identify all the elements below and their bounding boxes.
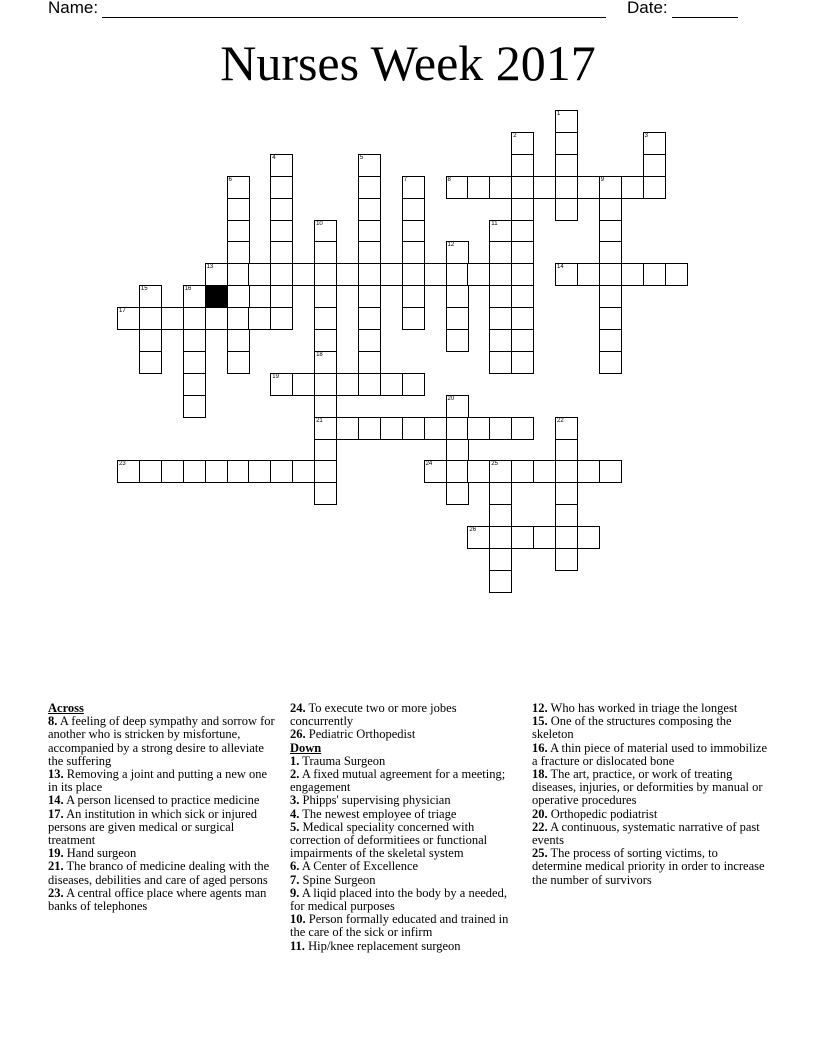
grid-cell[interactable] bbox=[489, 570, 512, 593]
clue-text: The art, practice, or work of treating diseases, injuries, or deformities by manual or operative procedures bbox=[532, 767, 763, 808]
grid-cell[interactable] bbox=[183, 373, 206, 396]
grid-cell[interactable] bbox=[314, 439, 337, 462]
clue-number-label: 7. bbox=[290, 872, 300, 887]
date-label: Date: bbox=[627, 0, 668, 17]
grid-cell[interactable] bbox=[467, 176, 490, 199]
grid-cell[interactable] bbox=[314, 417, 337, 440]
grid-cell[interactable] bbox=[227, 176, 250, 199]
grid-cell[interactable] bbox=[446, 395, 469, 418]
grid-cell[interactable] bbox=[511, 526, 534, 549]
grid-cell[interactable] bbox=[270, 198, 293, 221]
grid-cell[interactable] bbox=[270, 241, 293, 264]
grid-cell[interactable] bbox=[424, 460, 447, 483]
grid-cell[interactable] bbox=[467, 526, 490, 549]
clue-number-label: 12. bbox=[532, 701, 548, 715]
down-heading: Down bbox=[290, 740, 322, 755]
clue-number-label: 16. bbox=[532, 740, 548, 755]
clue-number-label: 2. bbox=[290, 767, 300, 782]
grid-cell[interactable] bbox=[139, 285, 162, 308]
grid-cell[interactable] bbox=[489, 241, 512, 264]
clue-number-label: 8. bbox=[48, 714, 58, 729]
clue-number: 5 bbox=[359, 154, 364, 161]
grid-cell[interactable] bbox=[314, 482, 337, 505]
grid-cell[interactable] bbox=[270, 307, 293, 330]
grid-cell[interactable] bbox=[599, 241, 622, 264]
grid-cell[interactable] bbox=[183, 307, 206, 330]
grid-cell[interactable] bbox=[467, 460, 490, 483]
grid-cell[interactable] bbox=[643, 154, 666, 177]
grid-cell[interactable] bbox=[511, 154, 534, 177]
clue-number: 18 bbox=[316, 351, 323, 358]
grid-cell[interactable] bbox=[402, 307, 425, 330]
grid-cell[interactable] bbox=[511, 285, 534, 308]
grid-cell[interactable] bbox=[555, 110, 578, 133]
grid-cell[interactable] bbox=[555, 198, 578, 221]
clue-number-label: 6. bbox=[290, 859, 300, 874]
clue-text: Person formally educated and trained in the care of the sick or infirm bbox=[290, 912, 509, 940]
grid-cell[interactable] bbox=[314, 220, 337, 243]
clue-number-label: 20. bbox=[532, 806, 548, 821]
grid-cell[interactable] bbox=[555, 417, 578, 440]
grid-cell[interactable] bbox=[314, 329, 337, 352]
clue-number-label: 3. bbox=[290, 793, 300, 808]
grid-cell[interactable] bbox=[358, 329, 381, 352]
grid-cell[interactable] bbox=[489, 526, 512, 549]
grid-cell[interactable] bbox=[227, 241, 250, 264]
grid-cell[interactable] bbox=[402, 198, 425, 221]
grid-cell[interactable] bbox=[336, 417, 359, 440]
grid-cell[interactable] bbox=[183, 329, 206, 352]
clue-text: A continuous, systematic narrative of past events bbox=[532, 819, 760, 848]
clue-number-label: 10. bbox=[290, 912, 306, 927]
clue-number: 15 bbox=[140, 286, 148, 293]
grid-cell[interactable] bbox=[555, 482, 578, 505]
clue-number: 25 bbox=[491, 461, 498, 468]
grid-cell[interactable] bbox=[599, 460, 622, 483]
grid-cell[interactable] bbox=[358, 351, 381, 374]
grid-cell[interactable] bbox=[227, 263, 250, 286]
clue-text: A feeling of deep sympathy and sorrow for another who is stricken by misfortune, accompanied by a strong desire to alleviate the suffering bbox=[48, 714, 275, 768]
clue-text: A Center of Excellence bbox=[301, 859, 419, 874]
clue-number-label: 14. bbox=[48, 793, 64, 808]
grid-cell[interactable] bbox=[424, 417, 447, 440]
clue-text: A fixed mutual agreement for a meeting; engagement bbox=[290, 767, 506, 795]
grid-cell[interactable] bbox=[183, 351, 206, 374]
grid-cell[interactable] bbox=[446, 417, 469, 440]
clues-column-2 bbox=[290, 702, 520, 953]
grid-cell[interactable] bbox=[489, 417, 512, 440]
clue-item bbox=[532, 821, 768, 847]
grid-cell[interactable] bbox=[643, 176, 666, 199]
clue-number: 23 bbox=[119, 461, 126, 468]
clue-text: Orthopedic podiatrist bbox=[550, 806, 658, 821]
clue-number-label: 23. bbox=[48, 885, 64, 900]
grid-cell[interactable] bbox=[270, 176, 293, 199]
grid-cell[interactable] bbox=[665, 263, 688, 286]
clue-number-label: 21. bbox=[48, 859, 64, 874]
clue-number: 2 bbox=[513, 132, 517, 139]
grid-cell[interactable] bbox=[489, 285, 512, 308]
grid-cell[interactable] bbox=[555, 176, 578, 199]
grid-cell[interactable] bbox=[358, 241, 381, 264]
grid-cell[interactable] bbox=[511, 241, 534, 264]
clue-number: 6 bbox=[228, 176, 232, 183]
grid-cell[interactable] bbox=[489, 351, 512, 374]
grid-cell[interactable] bbox=[139, 307, 162, 330]
clue-text: The newest employee of triage bbox=[302, 806, 457, 821]
grid-cell[interactable] bbox=[227, 198, 250, 221]
clue-item bbox=[532, 715, 768, 741]
clue-number-label: 5. bbox=[290, 819, 300, 834]
grid-cell[interactable] bbox=[446, 241, 469, 264]
clue-item bbox=[290, 821, 520, 861]
grid-cell[interactable] bbox=[533, 460, 556, 483]
grid-cell[interactable] bbox=[446, 263, 469, 286]
grid-cell[interactable] bbox=[380, 263, 403, 286]
grid-cell[interactable] bbox=[577, 176, 600, 199]
clue-text: Spine Surgeon bbox=[302, 872, 376, 887]
grid-cell[interactable] bbox=[117, 460, 140, 483]
grid-cell[interactable] bbox=[314, 395, 337, 418]
grid-cell[interactable] bbox=[577, 526, 600, 549]
clue-number-label: 4. bbox=[290, 806, 300, 821]
grid-cell[interactable] bbox=[292, 373, 315, 396]
clue-number: 19 bbox=[272, 373, 279, 380]
clue-number-label: 22. bbox=[532, 819, 548, 834]
clue-number: 11 bbox=[491, 220, 498, 227]
grid-cell[interactable] bbox=[511, 329, 534, 352]
grid-cell[interactable] bbox=[577, 263, 600, 286]
grid-cell[interactable] bbox=[489, 307, 512, 330]
grid-cell[interactable] bbox=[227, 329, 250, 352]
grid-cell[interactable] bbox=[314, 285, 337, 308]
grid-cell[interactable] bbox=[511, 460, 534, 483]
clue-number: 16 bbox=[184, 286, 192, 293]
grid-cell[interactable] bbox=[336, 373, 359, 396]
clue-number: 4 bbox=[272, 154, 276, 161]
grid-cell[interactable] bbox=[533, 526, 556, 549]
clue-text: One of the structures composing the skeleton bbox=[532, 714, 732, 742]
grid-cell[interactable] bbox=[292, 460, 315, 483]
grid-cell[interactable] bbox=[599, 198, 622, 221]
grid-cell[interactable] bbox=[358, 198, 381, 221]
grid-cell[interactable] bbox=[205, 263, 228, 286]
clue-text: Medical speciality concerned with correction of deformitiees or functional impairments of the skeletal system bbox=[290, 819, 488, 861]
clue-number-label: 24. bbox=[290, 701, 306, 715]
grid-cell[interactable] bbox=[270, 220, 293, 243]
grid-cell[interactable] bbox=[358, 373, 381, 396]
grid-cell[interactable] bbox=[139, 351, 162, 374]
grid-cell[interactable] bbox=[139, 460, 162, 483]
grid-cell[interactable] bbox=[183, 285, 206, 308]
clue-text: Hand surgeon bbox=[66, 846, 137, 861]
clue-number-label: 19. bbox=[48, 846, 64, 861]
grid-cell[interactable] bbox=[489, 176, 512, 199]
grid-cell[interactable] bbox=[358, 417, 381, 440]
clue-text: Who has worked in triage the longest bbox=[550, 701, 738, 715]
grid-cell[interactable] bbox=[489, 482, 512, 505]
grid-cell[interactable] bbox=[358, 176, 381, 199]
grid-cell[interactable] bbox=[511, 351, 534, 374]
grid-cell[interactable] bbox=[511, 263, 534, 286]
grid-cell[interactable] bbox=[446, 329, 469, 352]
grid-cell[interactable] bbox=[292, 263, 315, 286]
grid-cell[interactable] bbox=[183, 460, 206, 483]
grid-cell[interactable] bbox=[424, 263, 447, 286]
grid-cell[interactable] bbox=[227, 351, 250, 374]
grid-cell[interactable] bbox=[555, 154, 578, 177]
grid-cell[interactable] bbox=[380, 373, 403, 396]
grid-cell[interactable] bbox=[489, 504, 512, 527]
clue-text: The process of sorting victims, to determine medical priority in order to increase the number of survivors bbox=[532, 846, 765, 887]
grid-cell[interactable] bbox=[599, 329, 622, 352]
clue-number: 14 bbox=[557, 264, 564, 271]
grid-cell[interactable] bbox=[446, 460, 469, 483]
grid-cell[interactable] bbox=[314, 373, 337, 396]
grid-cell[interactable] bbox=[314, 241, 337, 264]
clue-item bbox=[290, 887, 520, 913]
clue-item bbox=[532, 768, 768, 808]
grid-cell[interactable] bbox=[402, 285, 425, 308]
page-title: Nurses Week 2017 bbox=[220, 35, 596, 91]
clues-column-3 bbox=[532, 702, 768, 887]
grid-cell[interactable] bbox=[248, 263, 271, 286]
grid-cell[interactable] bbox=[555, 504, 578, 527]
grid-cell[interactable] bbox=[139, 329, 162, 352]
grid-cell[interactable] bbox=[270, 460, 293, 483]
grid-cell[interactable] bbox=[599, 285, 622, 308]
clue-text: Trauma Surgeon bbox=[302, 753, 386, 768]
grid-cell[interactable] bbox=[402, 417, 425, 440]
grid-cell[interactable] bbox=[205, 460, 228, 483]
grid-cell[interactable] bbox=[643, 132, 666, 155]
grid-cell[interactable] bbox=[402, 241, 425, 264]
grid-cell[interactable] bbox=[489, 220, 512, 243]
clue-item bbox=[290, 768, 520, 794]
grid-cell[interactable] bbox=[467, 263, 490, 286]
clue-number: 20 bbox=[447, 395, 455, 402]
grid-cell[interactable] bbox=[599, 176, 622, 199]
grid-cell[interactable] bbox=[446, 482, 469, 505]
grid-cell[interactable] bbox=[489, 329, 512, 352]
grid-cell[interactable] bbox=[511, 220, 534, 243]
grid-cell[interactable] bbox=[621, 263, 644, 286]
grid-cell[interactable] bbox=[314, 351, 337, 374]
grid-cell[interactable] bbox=[270, 263, 293, 286]
clue-item bbox=[48, 887, 276, 913]
clue-number-label: 15. bbox=[532, 714, 548, 729]
clue-number-label: 9. bbox=[290, 885, 300, 900]
clue-item bbox=[532, 742, 768, 768]
grid-cell[interactable] bbox=[314, 307, 337, 330]
grid-cell[interactable] bbox=[402, 176, 425, 199]
clue-number-label: 17. bbox=[48, 806, 64, 821]
clue-item bbox=[290, 702, 520, 728]
clue-item bbox=[48, 860, 276, 886]
grid-cell[interactable] bbox=[446, 439, 469, 462]
clue-number: 3 bbox=[644, 132, 648, 139]
clue-number: 26 bbox=[469, 527, 477, 534]
across-heading: Across bbox=[48, 701, 84, 715]
clue-text: An institution in which sick or injured persons are given medical or surgical treatment bbox=[48, 806, 258, 848]
clue-text: Pediatric Orthopedist bbox=[308, 727, 416, 742]
grid-cell[interactable] bbox=[555, 548, 578, 571]
clue-number: 13 bbox=[206, 264, 214, 271]
grid-cell[interactable] bbox=[489, 460, 512, 483]
clue-number-label: 13. bbox=[48, 767, 64, 782]
clues-column-1 bbox=[48, 702, 276, 913]
grid-cell[interactable] bbox=[227, 307, 250, 330]
grid-cell[interactable] bbox=[248, 307, 271, 330]
grid-cell[interactable] bbox=[205, 307, 228, 330]
grid-cell[interactable] bbox=[402, 373, 425, 396]
clue-text: A thin piece of material used to immobilize a fracture or dislocated bone bbox=[532, 740, 768, 768]
grid-cell[interactable] bbox=[358, 285, 381, 308]
grid-cell[interactable] bbox=[599, 351, 622, 374]
grid-cell[interactable] bbox=[248, 460, 271, 483]
grid-cell[interactable] bbox=[402, 220, 425, 243]
grid-cell[interactable] bbox=[621, 176, 644, 199]
grid-cell[interactable] bbox=[161, 307, 184, 330]
clue-number: 17 bbox=[119, 308, 126, 315]
grid-cell[interactable] bbox=[336, 263, 359, 286]
clue-number: 1 bbox=[557, 111, 561, 117]
clue-number: 10 bbox=[316, 220, 323, 227]
clue-number-label: 25. bbox=[532, 846, 548, 861]
grid-cell[interactable] bbox=[380, 417, 403, 440]
grid-cell[interactable] bbox=[511, 417, 534, 440]
grid-cell[interactable] bbox=[533, 176, 556, 199]
grid-cell[interactable] bbox=[643, 263, 666, 286]
clue-number-label: 26. bbox=[290, 727, 306, 742]
clue-number-label: 18. bbox=[532, 767, 548, 782]
clue-text: To execute two or more jobes concurrently bbox=[290, 701, 457, 729]
grid-cell[interactable] bbox=[489, 548, 512, 571]
grid-cell[interactable] bbox=[555, 439, 578, 462]
grid-cell[interactable] bbox=[183, 395, 206, 418]
clue-text: Hip/knee replacement surgeon bbox=[308, 938, 461, 953]
grid-cell[interactable] bbox=[511, 198, 534, 221]
clue-text: A central office place where agents man banks of telephones bbox=[48, 885, 267, 914]
grid-cell[interactable] bbox=[446, 307, 469, 330]
grid-cell[interactable] bbox=[227, 460, 250, 483]
grid-cell[interactable] bbox=[358, 263, 381, 286]
grid-cell[interactable] bbox=[402, 263, 425, 286]
grid-cell[interactable] bbox=[314, 263, 337, 286]
clue-text: A liqid placed into the body by a needed, for medical purposes bbox=[290, 885, 507, 914]
grid-cell[interactable] bbox=[117, 307, 140, 330]
grid-cell[interactable] bbox=[358, 307, 381, 330]
clue-text: A person licensed to practice medicine bbox=[66, 793, 260, 808]
clue-item bbox=[48, 768, 276, 794]
grid-cell[interactable] bbox=[358, 220, 381, 243]
grid-cell[interactable] bbox=[270, 373, 293, 396]
grid-cell[interactable] bbox=[446, 285, 469, 308]
clue-number: 8 bbox=[447, 176, 451, 183]
clue-text: Removing a joint and putting a new one in its place bbox=[48, 767, 268, 795]
clue-number-label: 11. bbox=[290, 938, 305, 953]
clue-item bbox=[48, 715, 276, 768]
grid-cell[interactable] bbox=[555, 132, 578, 155]
grid-cell[interactable] bbox=[489, 263, 512, 286]
clue-number: 9 bbox=[600, 176, 605, 183]
grid-cell[interactable] bbox=[555, 460, 578, 483]
grid-cell[interactable] bbox=[467, 417, 490, 440]
grid-cell[interactable] bbox=[555, 263, 578, 286]
grid-cell[interactable] bbox=[161, 460, 184, 483]
clue-number: 24 bbox=[425, 461, 433, 468]
clue-text: Phipps' supervising physician bbox=[302, 793, 451, 808]
clue-number: 21 bbox=[316, 417, 323, 424]
grid-cell[interactable] bbox=[577, 460, 600, 483]
grid-cell[interactable] bbox=[599, 220, 622, 243]
grid-cell[interactable] bbox=[511, 307, 534, 330]
grid-cell[interactable] bbox=[555, 526, 578, 549]
grid-cell[interactable] bbox=[599, 263, 622, 286]
grid-cell[interactable] bbox=[446, 176, 469, 199]
clue-item bbox=[290, 728, 520, 741]
clue-number: 22 bbox=[557, 417, 564, 424]
name-label: Name: bbox=[48, 0, 99, 17]
clue-number: 12 bbox=[447, 242, 455, 249]
grid-cell[interactable] bbox=[511, 132, 534, 155]
clue-number: 7 bbox=[403, 176, 408, 183]
grid-cell[interactable] bbox=[599, 307, 622, 330]
clue-number-label: 1. bbox=[290, 753, 300, 768]
clue-item bbox=[290, 913, 520, 939]
grid-cell[interactable] bbox=[270, 154, 293, 177]
grid-cell[interactable] bbox=[358, 154, 381, 177]
clue-item bbox=[532, 847, 768, 887]
grid-cell[interactable] bbox=[511, 176, 534, 199]
grid-cell[interactable] bbox=[227, 285, 250, 308]
grid-cell[interactable] bbox=[314, 460, 337, 483]
clue-item bbox=[48, 808, 276, 848]
clue-text: The branco of medicine dealing with the diseases, debilities and care of aged persons bbox=[48, 859, 270, 887]
grid-cell[interactable] bbox=[227, 220, 250, 243]
grid-cell[interactable] bbox=[270, 285, 293, 308]
clue-item bbox=[290, 940, 520, 953]
black-square bbox=[205, 285, 228, 308]
